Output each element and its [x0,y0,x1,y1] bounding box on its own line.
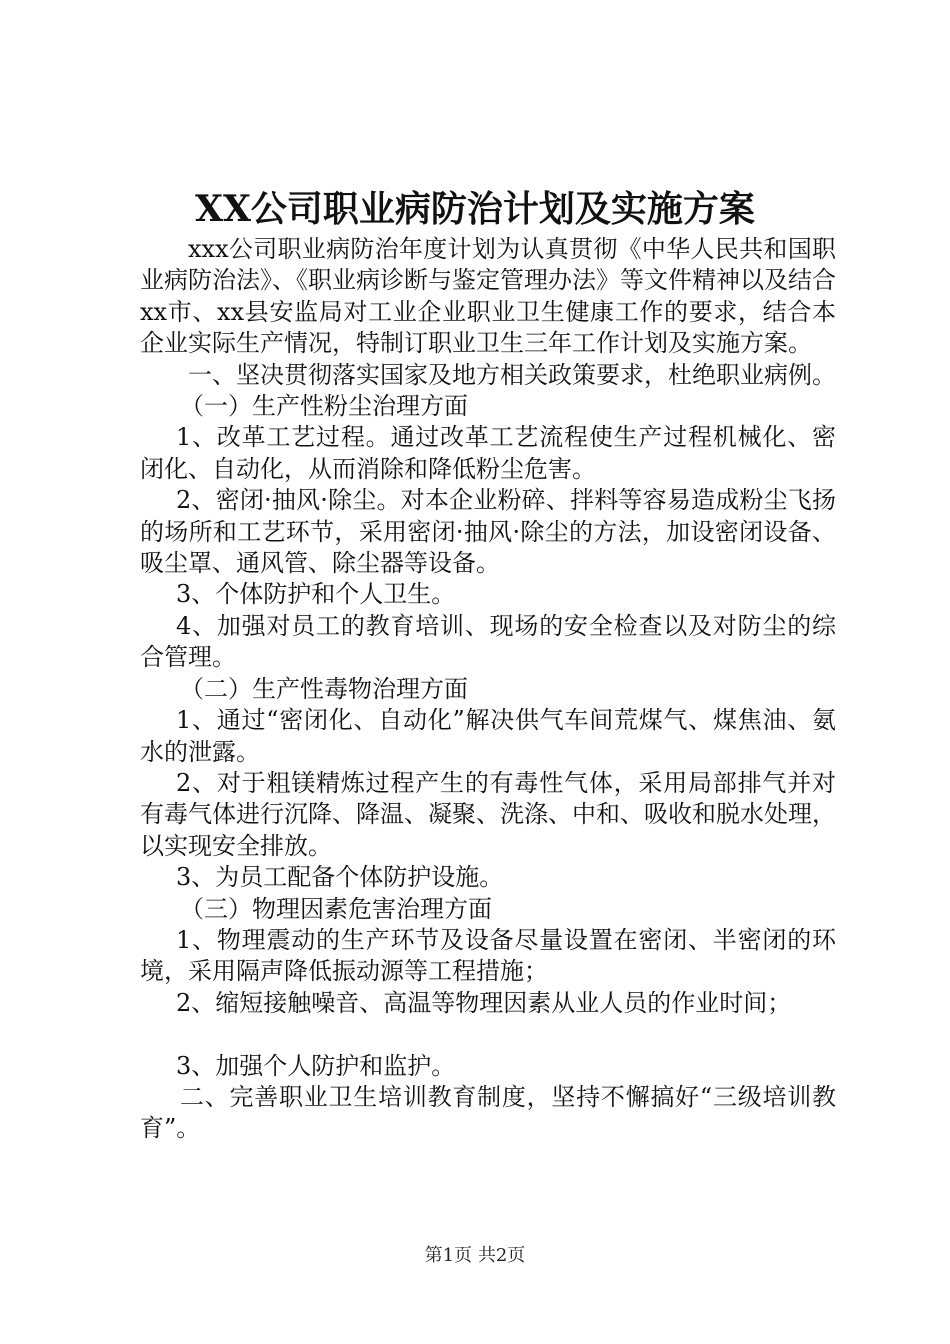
physical-item-2: 2、缩短接触噪音、高温等物理因素从业人员的作业时间； [176,988,792,1017]
intro-paragraph: xxx公司职业病防治年度计划为认真贯彻《中华人民共和国职业病防治法》、《职业病诊断与鉴定管理办法》等文件精神以及结合xx市、xx县安监局对工业企业职业卫生健康工作的要求，结合本企业实际生产情况，特制订职业卫生三年工作计划及实施方案。 [140,235,836,358]
toxic-item-3: 3、为员工配备个体防护设施。 [176,863,504,892]
page-footer: 第1页 共2页 [424,1245,526,1266]
section-heading-2: 二、完善职业卫生培训教育制度，坚持不懈搞好“三级培训教育”。 [140,1082,836,1143]
document-title: XX公司职业病防治计划及实施方案 [195,188,755,230]
section-heading-1: 一、坚决贯彻落实国家及地方相关政策要求，杜绝职业病例。 [188,360,836,389]
subsection-heading-physical: （三）物理因素危害治理方面 [180,894,492,923]
subsection-heading-toxic: （二）生产性毒物治理方面 [180,674,468,703]
physical-item-1: 1、物理震动的生产环节及设备尽量设置在密闭、半密闭的环境，采用隔声降低振动源等工程措施； [140,925,836,986]
blank-line [140,1019,836,1050]
dust-item-1: 1、改革工艺过程。通过改革工艺流程使生产过程机械化、密闭化、自动化，从而消除和降低粉尘危害。 [140,423,836,483]
document-body [140,234,836,1145]
dust-item-4: 4、加强对员工的教育培训、现场的安全检查以及对防尘的综合管理。 [140,611,836,672]
physical-item-3: 3、加强个人防护和监护。 [176,1051,456,1080]
dust-item-3: 3、个体防护和个人卫生。 [176,580,456,609]
subsection-heading-dust: （一）生产性粉尘治理方面 [180,392,468,421]
toxic-item-1: 1、通过“密闭化、自动化”解决供气车间荒煤气、煤焦油、氨水的泄露。 [140,706,836,766]
toxic-item-2: 2、对于粗镁精炼过程产生的有毒性气体，采用局部排气并对有毒气体进行沉降、降温、凝聚、洗涤、中和、吸收和脱水处理，以实现安全排放。 [140,768,836,860]
dust-item-2: 2、密闭·抽风·除尘。对本企业粉碎、拌料等容易造成粉尘飞扬的场所和工艺环节，采用密闭·抽风·除尘的方法，加设密闭设备、吸尘罩、通风管、除尘器等设备。 [140,486,836,578]
